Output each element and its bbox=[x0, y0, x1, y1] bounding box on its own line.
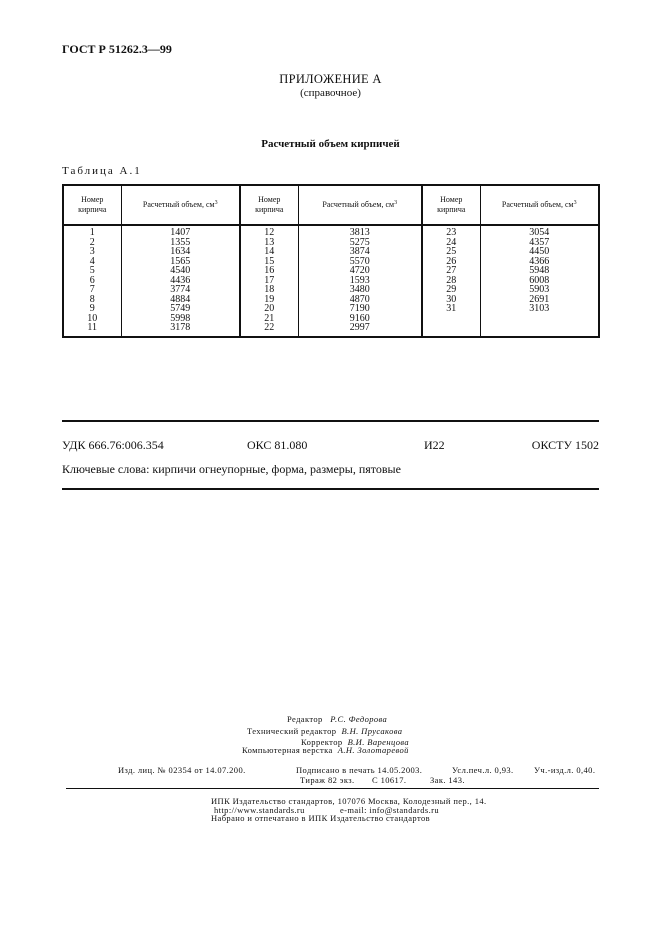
brick-number: 25 bbox=[446, 246, 457, 257]
license: Изд. лиц. № 02354 от 14.07.200. bbox=[118, 765, 246, 775]
brick-number: 16 bbox=[264, 265, 275, 276]
table-body-row bbox=[63, 225, 599, 337]
brick-number: 9 bbox=[89, 303, 95, 314]
brick-volume: 3774 bbox=[170, 284, 191, 295]
column-header-volume bbox=[298, 185, 422, 225]
column-header-volume bbox=[480, 185, 599, 225]
column-header-volume-sup: 3 bbox=[214, 200, 218, 206]
brick-volume: 3054 bbox=[529, 227, 550, 238]
brick-volume: 4450 bbox=[529, 246, 550, 257]
section-title: Расчетный объем кирпичей bbox=[261, 138, 400, 150]
brick-volume: 1565 bbox=[170, 255, 191, 267]
appendix-subtitle: (справочное) bbox=[300, 87, 361, 99]
brick-volume: 3178 bbox=[170, 322, 191, 333]
printed-by: Набрано и отпечатано в ИПК Издательство стандартов bbox=[211, 813, 431, 823]
brick-number: 23 bbox=[446, 227, 457, 238]
brick-volume: 4884 bbox=[170, 293, 191, 305]
brick-number: 20 bbox=[264, 303, 275, 314]
brick-number: 15 bbox=[264, 255, 275, 267]
brick-number: 24 bbox=[446, 236, 457, 248]
brick-volume: 7190 bbox=[349, 303, 370, 314]
brick-number-column bbox=[240, 225, 298, 337]
brick-volume: 4720 bbox=[349, 265, 370, 276]
brick-number: 28 bbox=[446, 274, 457, 286]
brick-number: 3 bbox=[89, 246, 95, 257]
oks-code: ОКС 81.080 bbox=[247, 438, 308, 452]
empty-cell bbox=[481, 314, 599, 324]
column-header-volume-text: Расчетный объем, см bbox=[501, 200, 574, 209]
order-number: Зак. 143. bbox=[430, 775, 465, 785]
brick-number: 18 bbox=[264, 284, 275, 295]
tech-editor-label: Технический редактор bbox=[247, 726, 337, 736]
brick-number: 1 bbox=[89, 227, 95, 238]
brick-volume: 9160 bbox=[349, 312, 370, 324]
brick-volume: 4870 bbox=[349, 293, 370, 305]
column-header-volume-sup: 3 bbox=[573, 200, 577, 206]
brick-number: 2 bbox=[89, 236, 95, 248]
brick-volume: 3103 bbox=[529, 303, 550, 314]
brick-number: 10 bbox=[87, 312, 98, 324]
divider-top bbox=[62, 420, 599, 422]
print-run: Тираж 82 экз. bbox=[300, 775, 355, 785]
brick-number: 22 bbox=[264, 322, 275, 333]
empty-cell bbox=[481, 323, 599, 333]
brick-volume: 3480 bbox=[349, 284, 370, 295]
brick-number: 7 bbox=[89, 284, 95, 295]
empty-cell bbox=[423, 314, 480, 324]
document-code-header: ГОСТ Р 51262.3—99 bbox=[62, 42, 172, 56]
brick-volume: 1407 bbox=[170, 227, 191, 238]
column-header-volume-sup: 3 bbox=[394, 200, 398, 206]
brick-number: 5 bbox=[89, 265, 95, 276]
column-header-volume-text: Расчетный объем, см bbox=[142, 200, 215, 209]
column-header-number-line1: Номер bbox=[81, 195, 104, 204]
brick-number: 31 bbox=[446, 303, 457, 314]
corrector-name: В.И. Варенцова bbox=[347, 737, 410, 747]
brick-volume: 3874 bbox=[349, 246, 370, 257]
usl-pech: Усл.печ.л. 0,93. bbox=[452, 765, 514, 775]
tech-editor-line bbox=[247, 726, 402, 736]
editor-name: Р.С. Федорова bbox=[330, 714, 388, 724]
imprint-divider bbox=[66, 788, 599, 789]
column-header-number-line2: кирпича bbox=[255, 205, 284, 214]
brick-volume: 1634 bbox=[170, 246, 191, 257]
column-header-volume bbox=[121, 185, 240, 225]
brick-number: 30 bbox=[446, 293, 457, 305]
brick-volume: 5948 bbox=[529, 265, 550, 276]
okstu-code: ОКСТУ 1502 bbox=[531, 438, 599, 452]
column-header-number bbox=[422, 185, 480, 225]
editor-label: Редактор bbox=[287, 714, 323, 724]
brick-volume-column bbox=[480, 225, 599, 337]
brick-volume: 1593 bbox=[349, 274, 370, 286]
column-header-number bbox=[63, 185, 121, 225]
appendix-title: ПРИЛОЖЕНИЕ А bbox=[279, 72, 382, 86]
publisher-address: ИПК Издательство стандартов, 107076 Москва, Колодезный пер., 14. bbox=[211, 796, 487, 806]
uch-izd: Уч.-изд.л. 0,40. bbox=[534, 765, 596, 775]
brick-volume: 6008 bbox=[529, 274, 550, 286]
divider-bottom bbox=[62, 488, 599, 490]
table-label: Таблица А.1 bbox=[62, 165, 142, 177]
column-header-number-line1: Номер bbox=[440, 195, 463, 204]
layout-name: А.Н. Золотаревой bbox=[337, 745, 409, 755]
brick-volume: 5570 bbox=[349, 255, 370, 267]
brick-volume: 5749 bbox=[170, 303, 191, 314]
column-header-number bbox=[240, 185, 298, 225]
brick-number: 11 bbox=[87, 322, 98, 333]
brick-volume: 5998 bbox=[170, 312, 191, 324]
layout-label: Компьютерная верстка bbox=[242, 745, 333, 755]
brick-volume: 4357 bbox=[529, 236, 550, 248]
website-link[interactable]: http://www.standards.ru bbox=[214, 805, 305, 815]
brick-number: 12 bbox=[264, 227, 275, 238]
c-number: С 10617. bbox=[372, 775, 407, 785]
group-code: И22 bbox=[424, 438, 445, 452]
brick-volume: 1355 bbox=[170, 236, 191, 248]
corrector-label: Корректор bbox=[301, 737, 343, 747]
column-header-number-line2: кирпича bbox=[437, 205, 466, 214]
brick-number-column bbox=[63, 225, 121, 337]
brick-volume: 3813 bbox=[349, 227, 370, 238]
brick-number: 4 bbox=[89, 255, 95, 267]
brick-volume-column bbox=[121, 225, 240, 337]
brick-volume: 4436 bbox=[170, 274, 191, 286]
brick-number: 8 bbox=[89, 293, 95, 305]
brick-volume: 2997 bbox=[349, 322, 370, 333]
brick-number: 27 bbox=[446, 265, 457, 276]
table-header-row bbox=[63, 185, 599, 225]
brick-volume: 5903 bbox=[529, 284, 550, 295]
brick-number: 26 bbox=[446, 255, 457, 267]
brick-number: 14 bbox=[264, 246, 275, 257]
layout-line bbox=[242, 745, 409, 755]
brick-volume: 2691 bbox=[529, 293, 550, 305]
column-header-number-line2: кирпича bbox=[78, 205, 107, 214]
brick-volume-table bbox=[62, 184, 600, 338]
brick-number: 6 bbox=[89, 274, 95, 286]
email-link[interactable]: e-mail: info@standards.ru bbox=[340, 805, 440, 815]
brick-volume: 4540 bbox=[170, 265, 191, 276]
brick-volume-column bbox=[298, 225, 422, 337]
keywords: Ключевые слова: кирпичи огнеупорные, форма, размеры, пятовые bbox=[62, 462, 401, 476]
column-header-volume-text: Расчетный объем, см bbox=[322, 200, 395, 209]
editor-line bbox=[287, 714, 387, 724]
signed-date: Подписано в печать 14.05.2003. bbox=[296, 765, 423, 775]
empty-cell bbox=[423, 323, 480, 333]
brick-number: 19 bbox=[264, 293, 275, 305]
udk-code: УДК 666.76:006.354 bbox=[62, 438, 164, 452]
brick-number-column bbox=[422, 225, 480, 337]
tech-editor-name: В.Н. Прусакова bbox=[341, 726, 403, 736]
brick-volume: 4366 bbox=[529, 255, 550, 267]
brick-number: 13 bbox=[264, 236, 275, 248]
brick-number: 29 bbox=[446, 284, 457, 295]
column-header-number-line1: Номер bbox=[258, 195, 281, 204]
brick-volume: 5275 bbox=[349, 236, 370, 248]
brick-number: 17 bbox=[264, 274, 275, 286]
brick-number: 21 bbox=[264, 312, 275, 324]
